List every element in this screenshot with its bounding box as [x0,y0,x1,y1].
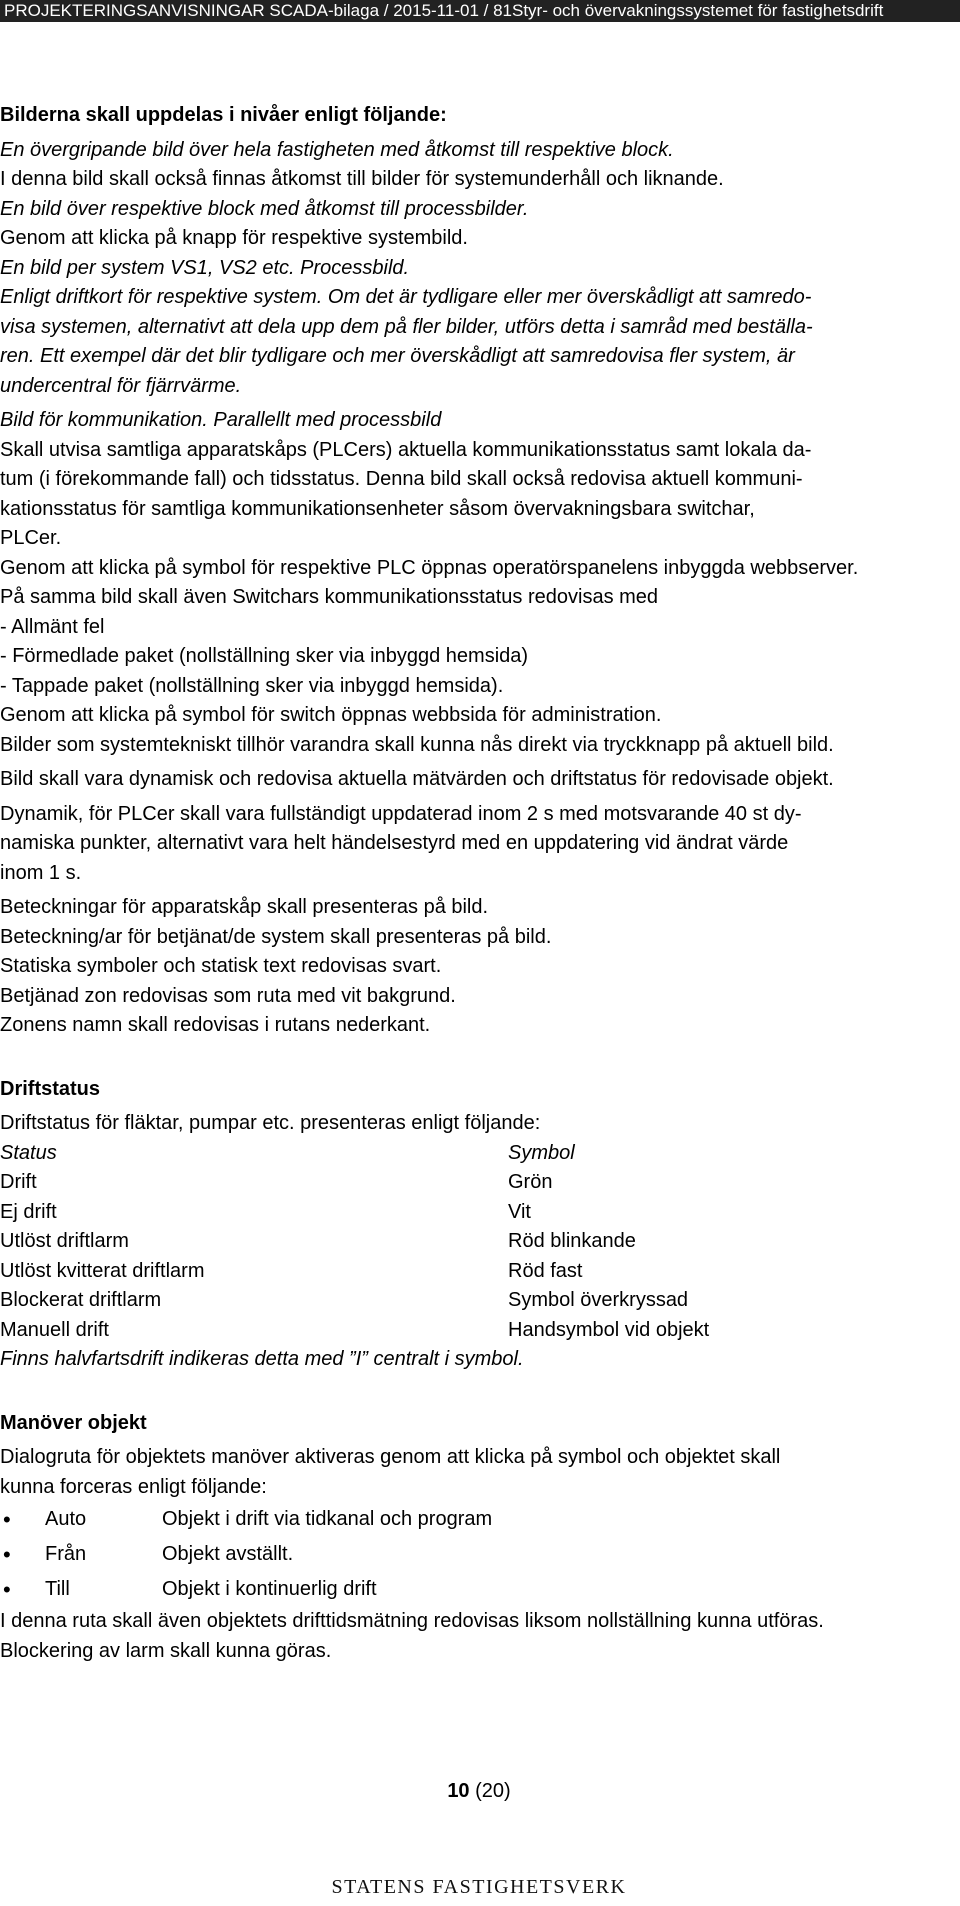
paragraph-line: I denna bild skall också finnas åtkomst till bilder för systemunderhåll och liknande. [0,168,724,190]
symbol-cell: Grön [508,1171,553,1193]
paragraph-line: Dynamik, för PLCer skall vara fullständigt uppdaterad inom 2 s med motsvarande 40 st dy- [0,802,802,825]
header-text: PROJEKTERINGSANVISNINGAR SCADA-bilaga / 2015-11-01 / 81Styr- och övervakningssystemet för fastighetsdrift [4,1,884,20]
paragraph-line: undercentral för fjärrvärme. [0,374,242,397]
document-body [0,101,958,1666]
column-header-symbol: Symbol [508,1141,575,1164]
page-number [0,1780,958,1803]
paragraph-line: kunna forceras enligt följande: [0,1475,267,1498]
page-total: (20) [469,1780,511,1802]
mode-description: Objekt i kontinuerlig drift [162,1577,377,1600]
list-item [0,1537,958,1572]
bullet-icon: • [3,1506,11,1532]
paragraph-line: Genom att klicka på symbol för respektive PLC öppnas operatörspanelens inbyggda webbserver. [0,556,859,579]
section-heading-levels: Bilderna skall uppdelas i nivåer enligt följande: [0,104,447,126]
symbol-cell: Röd fast [508,1259,583,1282]
status-cell: Utlöst driftlarm [0,1230,129,1252]
text-span: Parallellt med processbild [207,409,442,431]
paragraph-line: Dialogruta för objektets manöver aktiveras genom att klicka på symbol och objektet skall [0,1446,781,1468]
paragraph-line: En övergripande bild över hela fastigheten med åtkomst till respektive block. [0,138,674,161]
text-span: ren. [0,345,35,367]
paragraph-line: På samma bild skall även Switchars kommunikationsstatus redovisas med [0,586,659,608]
symbol-cell: Röd blinkande [508,1230,636,1252]
paragraph-line: En bild över respektive block med åtkomst till processbilder. [0,197,529,220]
symbol-cell: Symbol överkryssad [508,1289,689,1311]
paragraph-line: tum (i förekommande fall) och tidsstatus. Denna bild skall också redovisa aktuell kommuni- [0,468,803,490]
paragraph-line: kationsstatus för samtliga kommunikationsenheter såsom övervakningsbara switchar, [0,497,755,520]
paragraph-line: - Allmänt fel [0,615,105,638]
paragraph-line: Blockering av larm skall kunna göras. [0,1639,332,1662]
paragraph-line: Genom att klicka på knapp för respektive systembild. [0,227,468,249]
paragraph-line: Betjänad zon redovisas som ruta med vit bakgrund. [0,984,456,1007]
status-cell: Drift [0,1171,37,1193]
paragraph-line [0,283,958,313]
paragraph-line: Statiska symboler och statisk text redovisas svart. [0,955,442,977]
paragraph-line: - Förmedlade paket (nollställning sker via inbyggd hemsida) [0,645,529,667]
table-row [0,1316,958,1346]
paragraph-line: inom 1 s. [0,861,82,884]
paragraph-line: Beteckning/ar för betjänat/de system skall presenteras på bild. [0,925,552,948]
symbol-cell: Handsymbol vid objekt [508,1318,710,1341]
paragraph-line [0,342,958,372]
bullet-icon: • [3,1541,11,1567]
paragraph-line: visa systemen, alternativt att dela upp dem på fler bilder, utförs detta i samråd med beställa- [0,315,813,338]
status-note: Finns halvfartsdrift indikeras detta med ”I” centralt i symbol. [0,1348,524,1370]
mode-description: Objekt avställt. [162,1542,294,1565]
table-row [0,1227,958,1257]
paragraph-line: I denna ruta skall även objektets drifttidsmätning redovisas liksom nollställning kunna utföras. [0,1610,824,1632]
paragraph-line: Driftstatus för fläktar, pumpar etc. presenteras enligt följande: [0,1112,541,1134]
paragraph-line: Bilder som systemtekniskt tillhör varandra skall kunna nås direkt via tryckknapp på aktuell bild. [0,733,834,756]
paragraph-line: Skall utvisa samtliga apparatskåps (PLCers) aktuella kommunikationsstatus samt lokala da- [0,438,812,461]
status-cell: Utlöst kvitterat driftlarm [0,1259,205,1282]
list-item [0,1502,958,1537]
status-cell: Blockerat driftlarm [0,1289,162,1311]
bullet-icon: • [3,1576,11,1602]
status-cell: Manuell drift [0,1318,109,1341]
paragraph-line: Genom att klicka på symbol för switch öppnas webbsida för administration. [0,704,662,726]
document-header [0,0,960,22]
mode-name: Från [45,1542,87,1565]
paragraph-line: namiska punkter, alternativt vara helt händelsestyrd med en uppdatering vid ändrat värde [0,832,789,854]
text-span: Enligt driftkort för respektive system. [0,286,323,308]
section-heading-driftstatus: Driftstatus [0,1077,101,1100]
paragraph-line: Zonens namn skall redovisas i rutans nederkant. [0,1014,431,1036]
mode-description: Objekt i drift via tidkanal och program [162,1507,493,1530]
table-row [0,1286,958,1316]
list-item [0,1572,958,1607]
symbol-cell: Vit [508,1200,531,1223]
text-span: Bild för kommunikation. [0,409,208,431]
paragraph-line: En bild per system VS1, VS2 etc. Processbild. [0,256,410,279]
table-row [0,1198,958,1228]
paragraph-line: Bild skall vara dynamisk och redovisa aktuella mätvärden och driftstatus för redovisade objekt. [0,768,834,790]
mode-name: Till [45,1577,70,1600]
column-header-status: Status [0,1141,57,1164]
paragraph-line: - Tappade paket (nollställning sker via inbyggd hemsida). [0,674,504,697]
status-cell: Ej drift [0,1200,57,1223]
table-row [0,1168,958,1198]
paragraph-line [0,406,958,436]
brand-logo-text: STATENS FASTIGHETSVERK [331,1876,627,1898]
text-span: Om det är tydligare eller mer överskådligt att samredo- [322,286,812,308]
table-row [0,1257,958,1287]
paragraph-line: Beteckningar för apparatskåp skall presenteras på bild. [0,896,489,918]
page-current: 10 [447,1780,470,1802]
status-table-header [0,1139,958,1169]
mode-name: Auto [45,1507,87,1530]
paragraph-line: PLCer. [0,527,62,549]
text-span: Ett exempel där det blir tydligare och mer överskådligt att samredovisa fler system, är [34,345,795,367]
section-heading-manover: Manöver objekt [0,1411,147,1434]
